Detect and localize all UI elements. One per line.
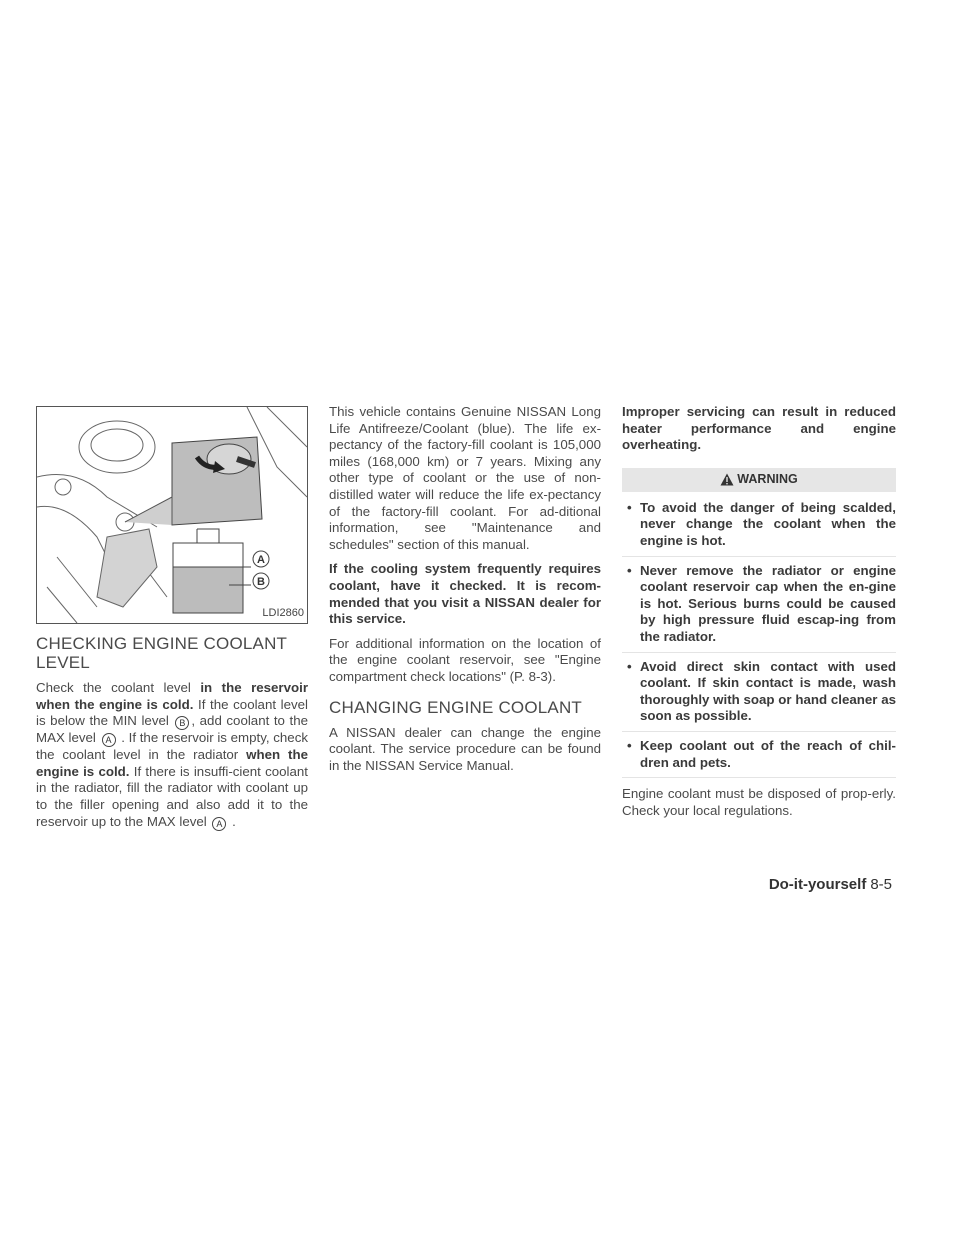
page-number: 8-5 [870, 876, 892, 893]
warning-item: • To avoid the danger of being scalded, never change the coolant when the engine is hot. [622, 500, 896, 557]
changing-heading: CHANGING ENGINE COOLANT [329, 697, 583, 717]
checking-heading: CHECKING ENGINE COOLANT LEVEL [36, 634, 287, 672]
coolant-reservoir-figure [36, 406, 308, 624]
right-column [622, 404, 896, 827]
checking-paragraph-1: Check the coolant level in the reservoir when the engine is cold. If the coolant level is below the MIN level B , add coolant to the MAX level A . If the reservoir is empty, check the coolant level in the radiator when the engine is cold. If there is insuffi-cient coolant in the radiator, fill the radiator with coolant up to the filler opening and also add it to the reservoir up to the MAX level A . [36, 680, 309, 829]
changing-paragraph: A NISSAN dealer can change the engine coolant. The service procedure can be found in the NISSAN Service Manual. [329, 724, 601, 773]
middle-column [329, 404, 601, 782]
coolant-info-paragraph: This vehicle contains Genuine NISSAN Long Life Antifreeze/Coolant (blue). The life ex-pectancy of the factory-fill coolant is 105,000 miles (168,000 km) or 7 years. Mixing any other type of coolant or the use of non-distilled water will reduce the life ex-pectancy of the factory-fill coolant. For ad-ditional information, see "Maintenance and schedules" section of this manual. [329, 404, 601, 552]
figure-label-b: B [257, 576, 265, 588]
location-paragraph: For additional information on the location of the engine coolant reservoir, see "Engine compartment check locations" (P. 8-3). [329, 635, 601, 684]
figure-code: LDI2860 [260, 605, 306, 622]
footer-section-title: Do-it-yourself [768, 876, 867, 893]
warning-title: WARNING [737, 472, 798, 487]
callout-b: B [175, 716, 189, 730]
improper-servicing-paragraph: Improper servicing can result in reduced heater performance and engine overheating. [622, 404, 896, 453]
warning-item: • Never remove the radiator or engine coolant reservoir cap when the en-gine is hot. Serious burns could be caused by high pressure fluid escap-ing from the radiator. [622, 563, 896, 653]
page-footer [769, 876, 892, 893]
callout-a: A [102, 733, 116, 747]
recommendation-paragraph: If the cooling system frequently requires coolant, have it checked. It is recom-mended that you visit a NISSAN dealer for this service. [329, 561, 601, 627]
disposal-paragraph: Engine coolant must be disposed of prop-erly. Check your local regulations. [622, 786, 896, 818]
warning-item: • Keep coolant out of the reach of chil-dren and pets. [622, 738, 896, 778]
left-column [36, 406, 308, 839]
warning-item: • Avoid direct skin contact with used coolant. If skin contact is made, wash thoroughly with soap or hand cleaner as soon as possible. [622, 659, 896, 732]
warning-triangle-icon [720, 473, 734, 486]
figure-label-a: A [257, 554, 265, 566]
coolant-reservoir-illustration [37, 407, 307, 623]
warning-header [622, 468, 896, 492]
warning-list [622, 500, 896, 778]
callout-a: A [212, 817, 226, 831]
